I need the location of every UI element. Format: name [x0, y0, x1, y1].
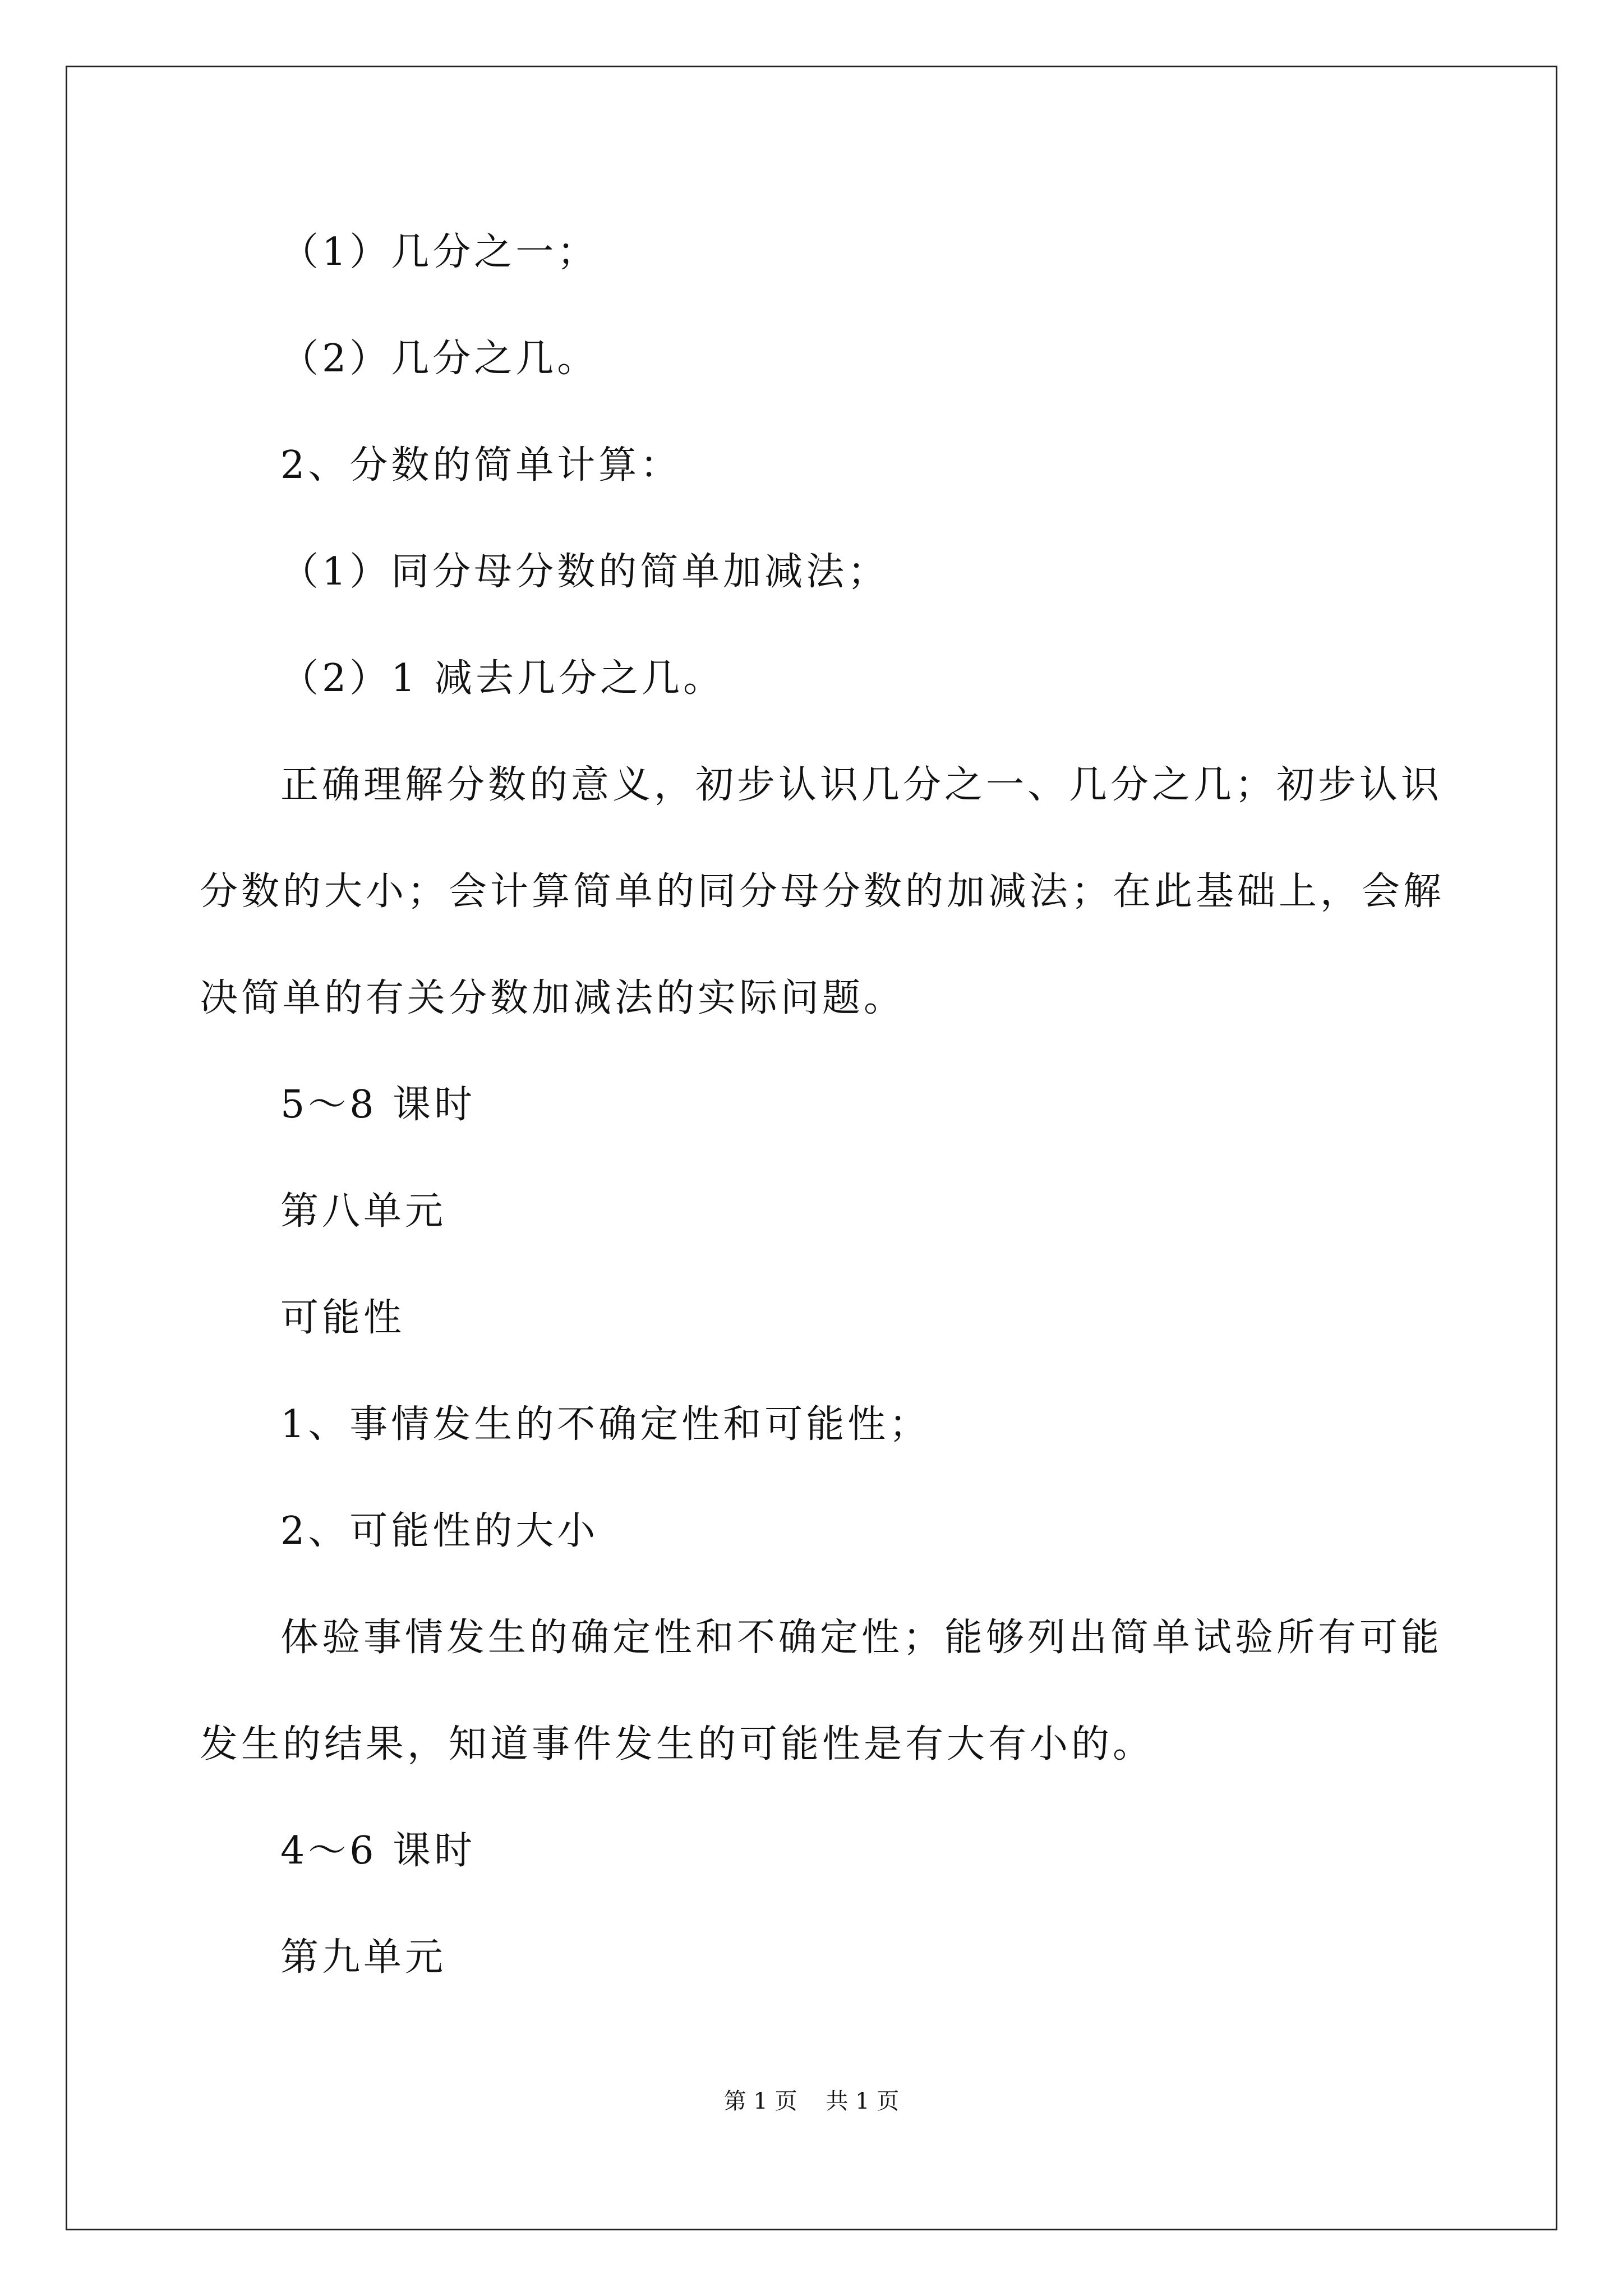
paragraph-line: 决简单的有关分数加减法的实际问题。 [200, 976, 906, 1020]
text-line: 2、分数的简单计算： [280, 443, 682, 487]
text-line: （2）几分之几。 [280, 337, 599, 381]
paragraph-line: 体验事情发生的确定性和不确定性；能够列出简单试验所有可能 [280, 1616, 1443, 1660]
text-line: （1）同分母分数的简单加减法； [280, 550, 889, 594]
text-line: 5～8 课时 [280, 1083, 476, 1127]
paragraph-line: 分数的大小；会计算简单的同分母分数的加减法；在此基础上，会解 [200, 869, 1445, 914]
text-line: （2）1 减去几分之几。 [280, 656, 725, 701]
paragraph-line: 发生的结果，知道事件发生的可能性是有大有小的。 [200, 1722, 1155, 1766]
text-line: 2、可能性的大小 [280, 1509, 599, 1553]
text-line: 4～6 课时 [280, 1829, 476, 1873]
text-line: 1、事情发生的不确定性和可能性； [280, 1402, 931, 1447]
section-title: 可能性 [280, 1296, 405, 1340]
section-heading: 第八单元 [280, 1189, 447, 1234]
page-footer: 第 1 页 共 1 页 [723, 2088, 900, 2114]
section-heading: 第九单元 [280, 1935, 447, 1980]
text-line: （1）几分之一； [280, 230, 599, 274]
paragraph-line: 正确理解分数的意义，初步认识几分之一、几分之几；初步认识 [280, 763, 1443, 807]
